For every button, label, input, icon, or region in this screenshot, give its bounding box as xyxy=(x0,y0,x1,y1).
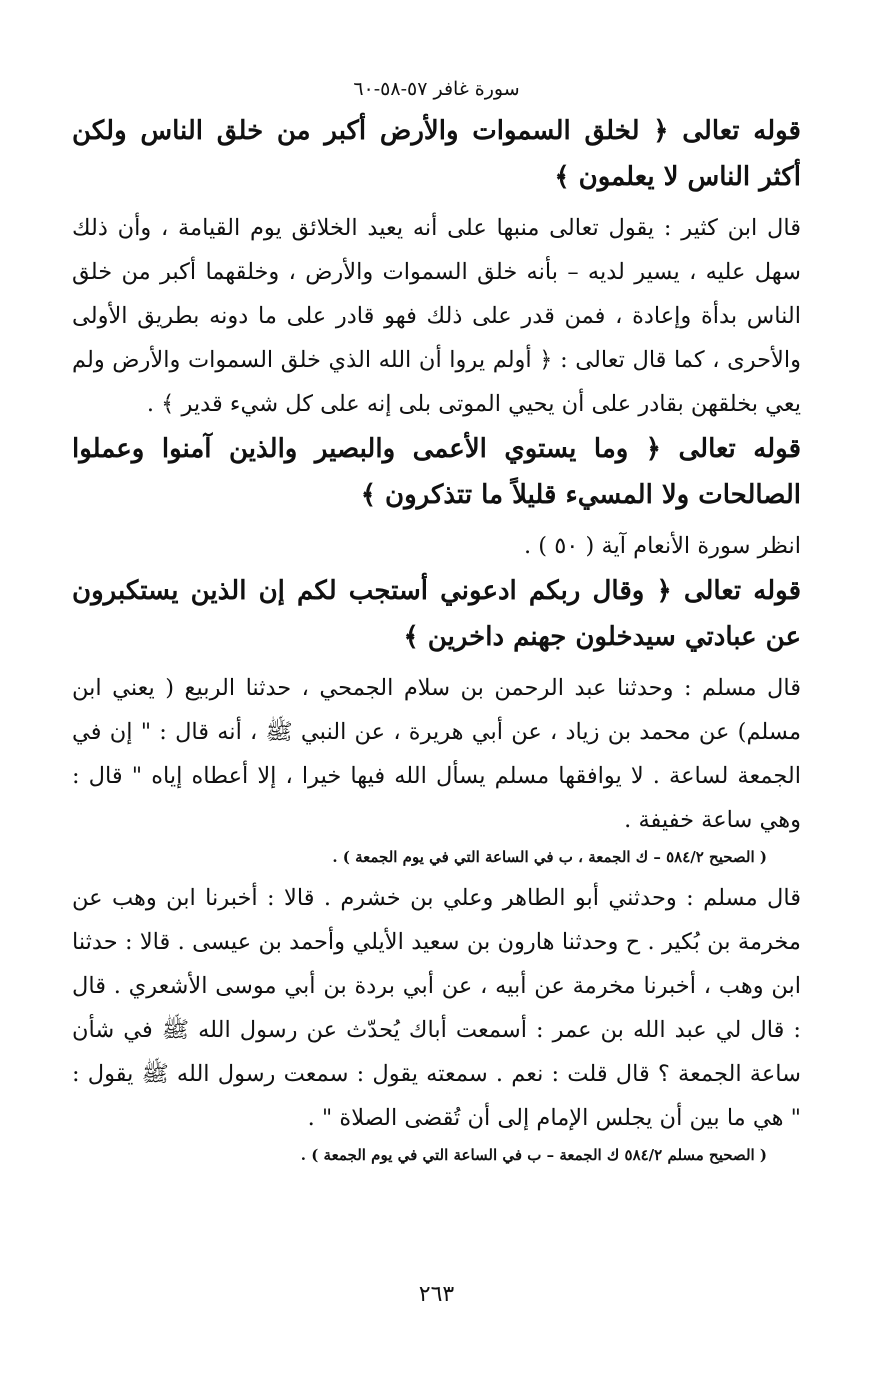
hadith-paragraph-2: قال مسلم : وحدثني أبو الطاهر وعلي بن خشرم . قالا : أخبرنا ابن وهب عن مخرمة بن بُكير . ح وحدثنا هارون بن سعيد الأيلي وأحمد بن عيسى . قالا : حدثنا ابن وهب ، أخبرنا مخرمة عن أبيه ، عن أبي بردة بن أبي موسى الأشعري . قال : قال لي عبد الله بن عمر : أسمعت أباك يُحدّث عن رسول الله ﷺ في شأن ساعة الجمعة ؟ قال قلت : نعم . سمعته يقول : سمعت رسول الله ﷺ يقول : " هي ما بين أن يجلس الإمام إلى أن تُقضى الصلاة " . xyxy=(72,885,801,1131)
cross-reference: انظر سورة الأنعام آية ( ٥٠ ) . xyxy=(523,533,801,559)
source-note-2: ( الصحيح مسلم ٥٨٤/٢ ك الجمعة – ب في الساعة التي في يوم الجمعة ) . xyxy=(300,1146,767,1164)
verse-heading-2: قوله تعالى ﴿ وما يستوي الأعمى والبصير والذين آمنوا وعملوا الصالحات ولا المسيء قليلاً ما تتذكرون ﴾ xyxy=(72,434,801,510)
verse-heading-1: قوله تعالى ﴿ لخلق السموات والأرض أكبر من خلق الناس ولكن أكثر الناس لا يعلمون ﴾ xyxy=(72,116,801,192)
page-number: ٢٦٣ xyxy=(418,1282,455,1307)
hadith-paragraph-1: قال مسلم : وحدثنا عبد الرحمن بن سلام الجمحي ، حدثنا الربيع ( يعني ابن مسلم) عن محمد بن زياد ، عن أبي هريرة ، عن النبي ﷺ ، أنه قال : " إن في الجمعة لساعة . لا يوافقها مسلم يسأل الله فيها خيرا ، إلا أعطاه إياه " قال : وهي ساعة خفيفة . xyxy=(72,675,801,833)
running-header: سورة غافر ٥٧-٥٨-٦٠ xyxy=(353,78,520,100)
source-note-1: ( الصحيح ٥٨٤/٢ – ك الجمعة ، ب في الساعة التي في يوم الجمعة ) . xyxy=(332,848,767,866)
commentary-ibn-kathir: قال ابن كثير : يقول تعالى منبها على أنه يعيد الخلائق يوم القيامة ، وأن ذلك سهل عليه ، يسير لديه – بأنه خلق السموات والأرض ، وخلقهما أكبر من خلق الناس بدأة وإعادة ، فمن قدر على ذلك فهو قادر على ما دونه بطريق الأولى والأحرى ، كما قال تعالى : ﴿ أولم يروا أن الله الذي خلق السموات والأرض ولم يعي بخلقهن بقادر على أن يحيي الموتى بلى إنه على كل شيء قدير ﴾ . xyxy=(72,215,801,417)
verse-heading-3: قوله تعالى ﴿ وقال ربكم ادعوني أستجب لكم إن الذين يستكبرون عن عبادتي سيدخلون جهنم داخرين ﴾ xyxy=(72,576,801,652)
